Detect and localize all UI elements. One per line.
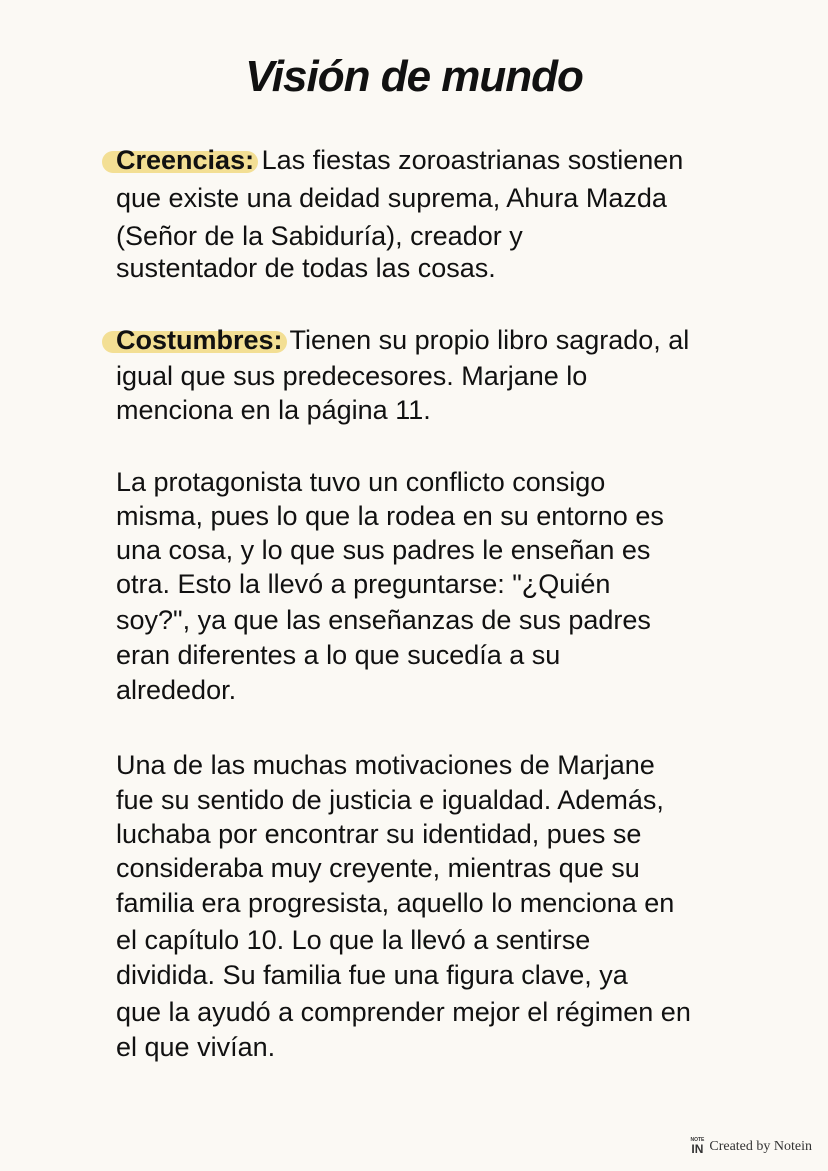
text-line: (Señor de la Sabiduría), creador y (116, 221, 523, 251)
highlighted-label-creencias: Creencias: (116, 145, 255, 175)
logo-small-text: NOTE (690, 1137, 705, 1143)
highlighted-label-costumbres: Costumbres: (116, 325, 283, 355)
text-line: el que vivían. (116, 1032, 276, 1062)
text-line: que la ayudó a comprender mejor el régimen en (116, 997, 691, 1027)
text-line: soy?", ya que las enseñanzas de sus padres (116, 605, 651, 635)
footer-text: Created by Notein (709, 1138, 812, 1154)
text-line: luchaba por encontrar su identidad, pues se (116, 819, 642, 849)
logo-big-text: IN (691, 1142, 704, 1156)
text-line: consideraba muy creyente, mientras que su (116, 853, 640, 883)
text-line: una cosa, y lo que sus padres le enseñan es (116, 535, 651, 565)
page-title: Visión de mundo (245, 52, 583, 101)
text: Las fiestas zoroastrianas sostienen (254, 145, 684, 175)
text-line: menciona en la página 11. (116, 395, 431, 425)
text-line: igual que sus predecesores. Marjane lo (116, 361, 588, 391)
text-line: eran diferentes a lo que sucedía a su (116, 640, 561, 670)
text-line: alrededor. (116, 675, 237, 705)
text-line: que existe una deidad suprema, Ahura Mazda (116, 183, 667, 213)
text-line: misma, pues lo que la rodea en su entorno es (116, 501, 664, 531)
paragraph-costumbres-line (116, 323, 689, 357)
text-line: familia era progresista, aquello lo menciona en (116, 888, 675, 918)
paragraph-creencias-line (116, 143, 683, 177)
text-line: fue su sentido de justicia e igualdad. Además, (116, 785, 664, 815)
footer-watermark (690, 1138, 812, 1155)
text-line: La protagonista tuvo un conflicto consigo (116, 467, 606, 497)
notein-logo-icon (690, 1138, 704, 1155)
text-line: dividida. Su familia fue una figura clave, ya (116, 960, 628, 990)
text-line: otra. Esto la llevó a preguntarse: "¿Quién (116, 569, 611, 599)
text-line: sustentador de todas las cosas. (116, 253, 496, 283)
text: Tienen su propio libro sagrado, al (282, 325, 690, 355)
text-line: Una de las muchas motivaciones de Marjane (116, 750, 655, 780)
text-line: el capítulo 10. Lo que la llevó a sentirse (116, 925, 591, 955)
